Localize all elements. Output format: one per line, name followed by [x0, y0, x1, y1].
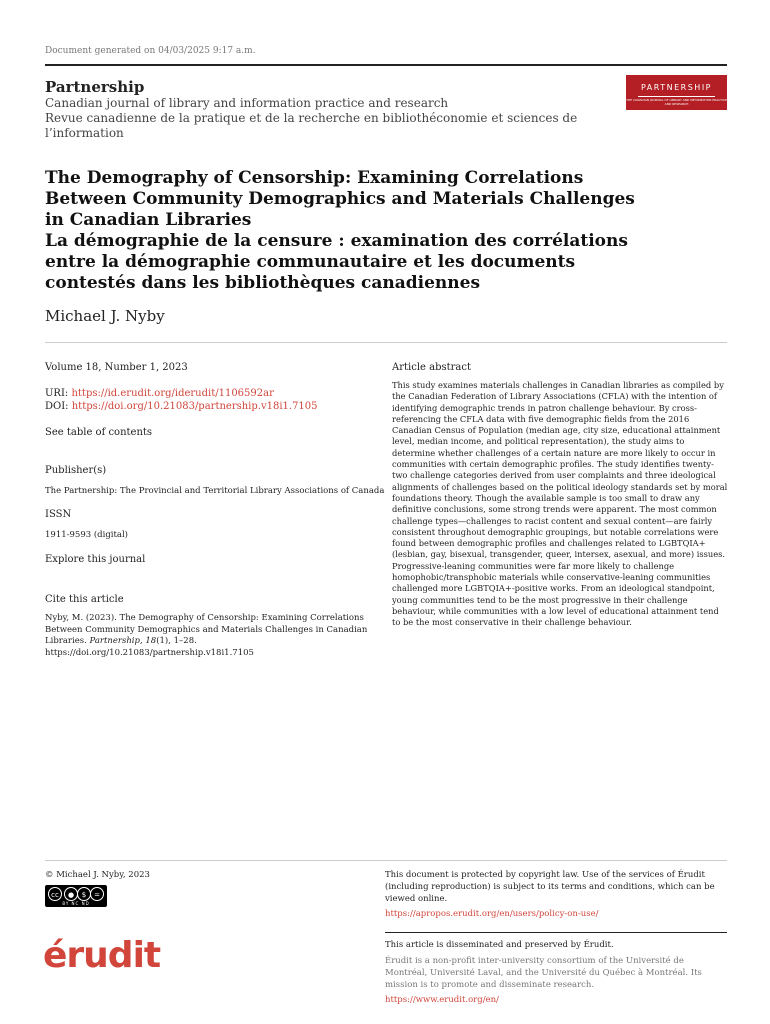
journal-logo-text: PARTNERSHIP — [640, 83, 713, 92]
copyright-text: © Michael J. Nyby, 2023 — [45, 870, 150, 880]
journal-subtitle-fr: Revue canadienne de la pratique et de la recherche en bibliothéconomie et sciences de l’information — [45, 111, 578, 140]
cc-icon: cc — [48, 887, 62, 901]
table-of-contents-link[interactable]: See table of contents — [45, 427, 153, 438]
copyright-notice — [385, 869, 725, 920]
nc-icon: $ — [77, 887, 91, 901]
article-title — [45, 168, 645, 294]
citation-line-3 — [45, 636, 380, 648]
publisher-heading: Publisher(s) — [45, 465, 107, 476]
doi-line — [45, 401, 380, 412]
creative-commons-badge[interactable] — [45, 885, 107, 907]
journal-name: Partnership — [45, 78, 145, 96]
title-en-line-1: The Demography of Censorship: Examining Correlations — [45, 168, 584, 188]
cite-heading: Cite this article — [45, 594, 124, 605]
notice-text: This document is protected by copyright law. Use of the services of Érudit (including reproduction) is subject to its terms and conditions, which can be viewed online. — [385, 870, 715, 904]
issn-heading: ISSN — [45, 509, 72, 520]
publisher-name: The Partnership: The Provincial and Territorial Library Associations of Canada — [45, 486, 385, 496]
erudit-desc-text: Érudit is a non-profit inter-university consortium of the Université de Montréal, Université Laval, and the Université du Québec à Montréal. Its mission is to promote and disseminate research. — [385, 956, 702, 990]
policy-link[interactable]: https://apropos.erudit.org/en/users/policy-on-use/ — [385, 909, 599, 919]
citation-line-2: Between Community Demographics and Materials Challenges in Canadian — [45, 624, 368, 635]
journal-subtitle-en: Canadian journal of library and information practice and research — [45, 96, 449, 110]
journal-logo-line — [638, 96, 715, 97]
doi-link[interactable]: https://doi.org/10.21083/partnership.v18i1.7105 — [71, 401, 318, 412]
erudit-link[interactable]: https://www.erudit.org/en/ — [385, 995, 499, 1005]
erudit-divider — [385, 932, 727, 933]
citation-line-4: https://doi.org/10.21083/partnership.v18i1.7105 — [45, 647, 254, 658]
journal-logo[interactable] — [626, 75, 727, 110]
title-en-line-3: in Canadian Libraries — [45, 210, 252, 230]
journal-subtitles — [45, 96, 615, 141]
doi-label: DOI: — [45, 401, 69, 412]
title-fr-line-3: contestés dans les bibliothèques canadiennes — [45, 273, 481, 293]
cc-label: BY NC ND — [62, 901, 90, 906]
by-icon: ● — [64, 887, 78, 901]
uri-link[interactable]: https://id.erudit.org/iderudit/1106592ar — [71, 388, 274, 399]
citation-journal: Partnership, 18 — [89, 636, 157, 646]
uri-line — [45, 388, 380, 399]
erudit-description — [385, 955, 725, 1006]
section-divider — [45, 342, 727, 343]
top-rule — [45, 64, 727, 66]
citation-pages: (1), 1–28. — [156, 636, 197, 646]
citation — [45, 613, 380, 659]
abstract-text: This study examines materials challenges in Canadian libraries as compiled by the Canadian Federation of Library Associations (CFLA) with the intention of identifying demographic trends in patron challenge behaviour. By cross-referencing the CFLA data with five demographic fields from the 2016 Canadian Census of Population (median age, city size, educational attainment level, median income, and political representation), the study aims to determine whether challenges of a certain nature are more likely to occur in communities with certain demographic profiles. The study identifies twenty-two challenge categories derived from user complaints and three ideological alignments of challenges based on the political ideology standards set by moral foundations theory. Though the available sample is too small to draw any definitive conclusions, some strong trends were apparent. The most common challenge types—challenges to racist content and sexual content—are fairly consistent throughout demographic groupings, but notable correlations were found between demographic profiles and challenges related to LGBTQIA+ (lesbian, gay, bisexual, transgender, queer, intersex, asexual, and more) issues. Progressive-leaning communities were far more likely to challenge homophobic/transphobic materials while conservative-leaning communities challenged more LGBTQIA+-positive works. From an ideological standpoint, young communities tend to be the most progressive in their challenge behaviour, while communities with a low level of educational attainment tend to be the most conservative in their challenge behaviour. — [392, 380, 728, 628]
erudit-logo[interactable]: érudit — [43, 935, 161, 976]
dissemination-heading: This article is disseminated and preserved by Érudit. — [385, 940, 614, 950]
explore-journal-link[interactable]: Explore this journal — [45, 554, 146, 565]
title-fr-line-1: La démographie de la censure : examination des corrélations — [45, 231, 628, 251]
footer-divider — [45, 860, 727, 861]
nd-icon: = — [90, 887, 104, 901]
citation-part: Libraries. — [45, 636, 90, 646]
volume-info: Volume 18, Number 1, 2023 — [45, 362, 188, 373]
uri-label: URI: — [45, 388, 69, 399]
abstract-heading: Article abstract — [392, 362, 471, 373]
article-author: Michael J. Nyby — [45, 307, 165, 325]
title-fr-line-2: entre la démographie communautaire et les documents — [45, 252, 576, 272]
journal-logo-tagline: THE CANADIAN JOURNAL OF LIBRARY AND INFORMATION PRACTICE AND RESEARCH — [626, 98, 727, 106]
citation-line-1: Nyby, M. (2023). The Demography of Censorship: Examining Correlations — [45, 613, 364, 623]
generation-date: Document generated on 04/03/2025 9:17 a.m. — [45, 46, 256, 56]
issn-value: 1911-9593 (digital) — [45, 530, 128, 540]
title-en-line-2: Between Community Demographics and Materials Challenges — [45, 189, 635, 209]
